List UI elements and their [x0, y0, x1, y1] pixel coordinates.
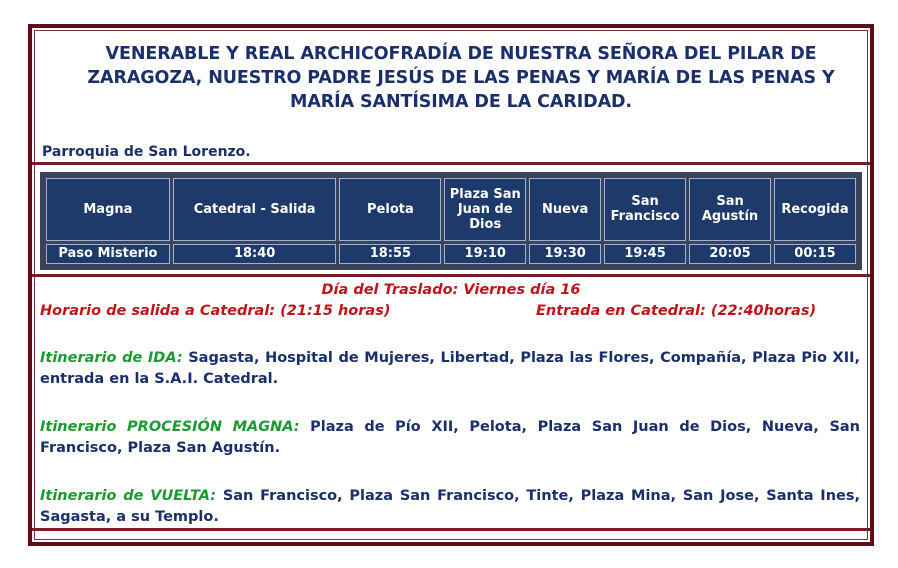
itinerario-text: Plaza de Pío XII, Pelota, Plaza San Juan de Dios, Nueva, San Francisco, Plaza San Agustín. — [40, 419, 860, 456]
row-cell: 18:55 — [339, 244, 441, 264]
divider-bottom — [32, 528, 870, 531]
itinerario-label: Itinerario de VUELTA: — [40, 488, 217, 504]
header-cell: Plaza San Juan de Dios — [444, 178, 526, 241]
traslado-salida: Horario de salida a Catedral: (21:15 horas) — [40, 303, 391, 319]
header-cell: Pelota — [339, 178, 441, 241]
row-cell: 19:45 — [604, 244, 686, 264]
header-cell: Recogida — [774, 178, 856, 241]
traslado-entrada: Entrada en Catedral: (22:40horas) — [536, 303, 817, 319]
row-cell: Paso Misterio — [46, 244, 170, 264]
row-cell: 00:15 — [774, 244, 856, 264]
page-title: VENERABLE Y REAL ARCHICOFRADÍA DE NUESTRA SEÑORA DEL PILAR DE ZARAGOZA, NUESTRO PADRE JESÚS DE LAS PENAS Y MARÍA DE LAS PENAS Y MARÍA SANTÍSIMA DE LA CARIDAD. — [87, 44, 835, 112]
schedule-table — [40, 172, 862, 270]
schedule-header-row — [46, 178, 856, 241]
row-cell: 19:10 — [444, 244, 526, 264]
document-frame — [28, 24, 874, 546]
row-cell: 20:05 — [689, 244, 771, 264]
divider-top — [32, 162, 870, 165]
header-cell: Catedral - Salida — [173, 178, 337, 241]
traslado-day: Día del Traslado: Viernes día 16 — [321, 282, 581, 298]
itinerario-vuelta — [40, 486, 860, 528]
header-cell: San Francisco — [604, 178, 686, 241]
parroquia-label: Parroquia de San Lorenzo. — [42, 144, 251, 160]
schedule-data-row — [46, 244, 856, 264]
itinerario-text: San Francisco, Plaza San Francisco, Tinte, Plaza Mina, San Jose, Santa Ines, Sagasta, a su Templo. — [40, 488, 861, 525]
itinerario-label: Itinerario de IDA: — [40, 350, 183, 366]
header-cell: San Agustín — [689, 178, 771, 241]
itinerario-text: Sagasta, Hospital de Mujeres, Libertad, Plaza las Flores, Compañía, Plaza Pio XII, entrada en la S.A.I. Catedral. — [40, 350, 860, 387]
header-cell: Nueva — [529, 178, 601, 241]
divider-middle — [32, 274, 870, 277]
itinerario-label: Itinerario PROCESIÓN MAGNA: — [40, 419, 300, 435]
itinerario-magna — [40, 417, 860, 459]
header-cell: Magna — [46, 178, 170, 241]
row-cell: 19:30 — [529, 244, 601, 264]
itinerario-ida — [40, 348, 860, 390]
row-cell: 18:40 — [173, 244, 337, 264]
